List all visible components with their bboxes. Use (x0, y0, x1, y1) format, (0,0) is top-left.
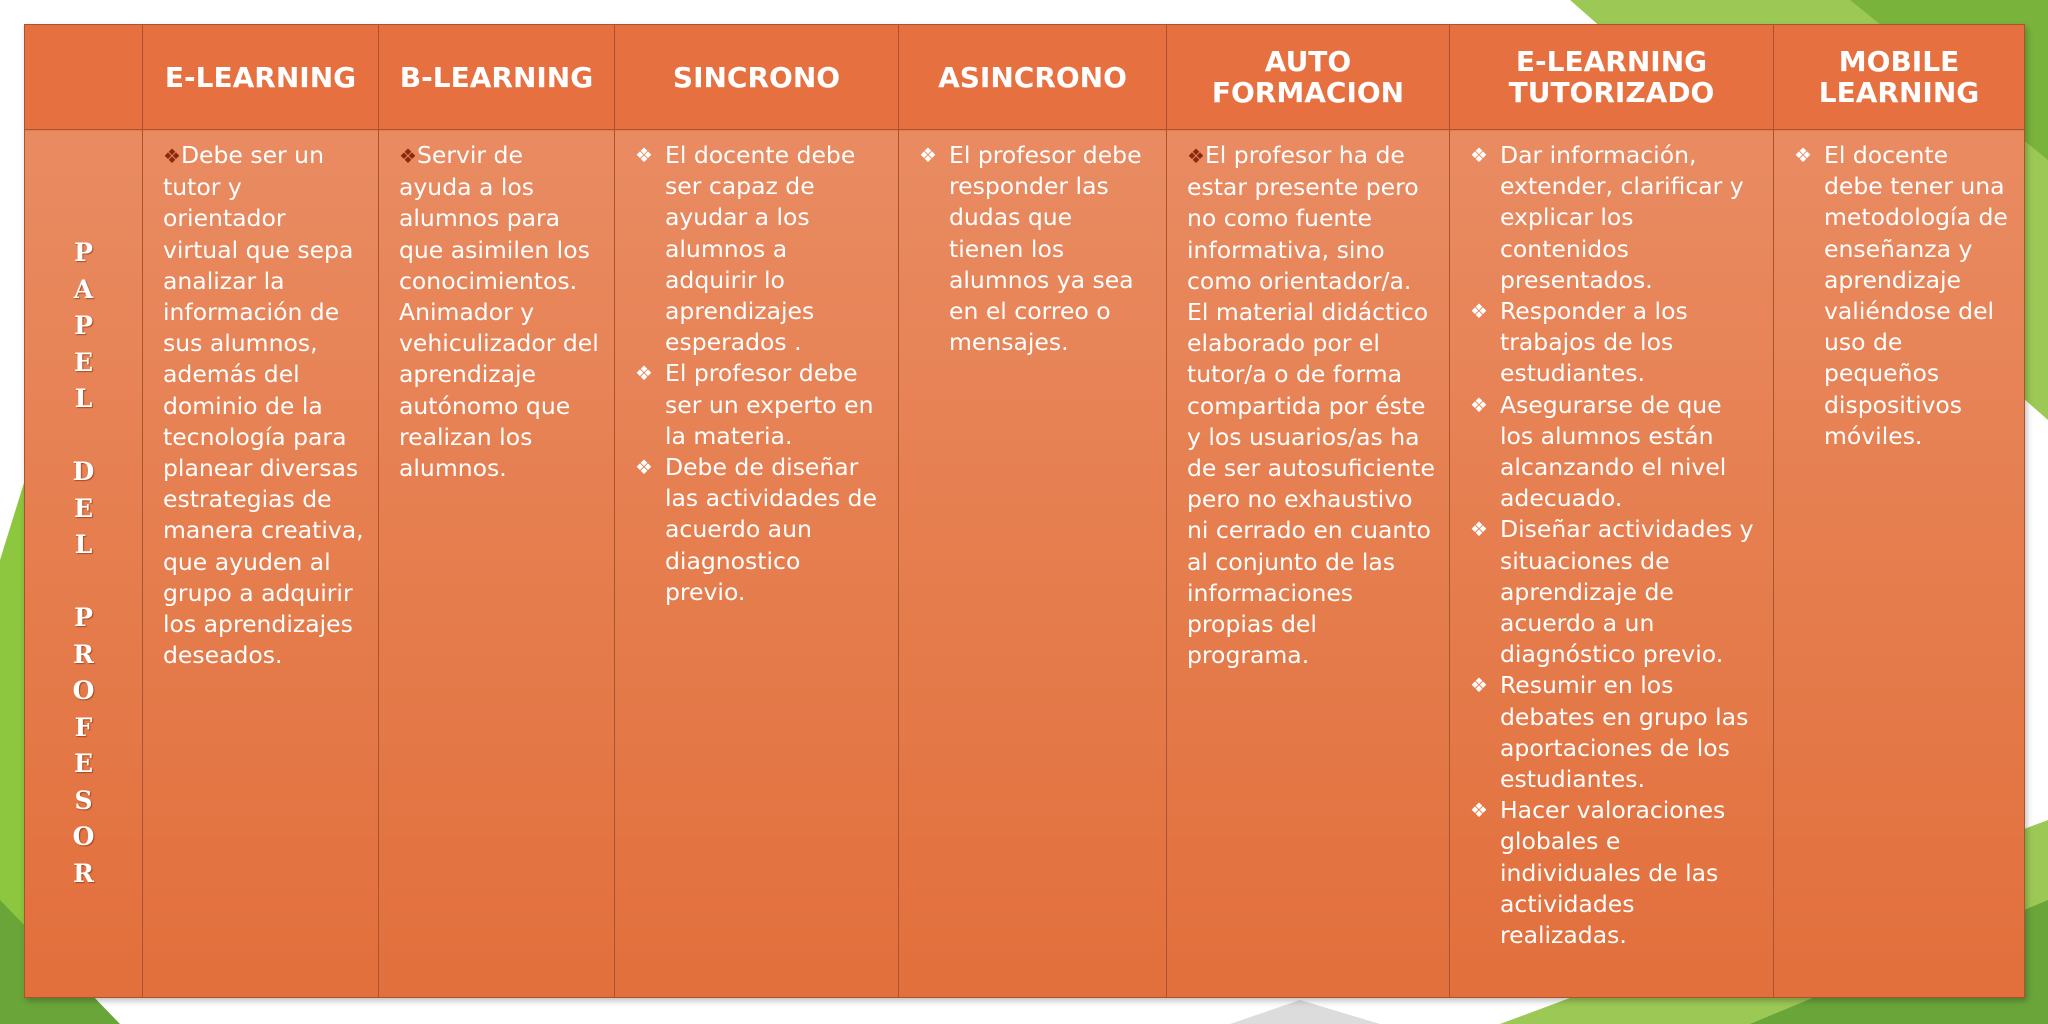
row-label-letter: P (74, 311, 93, 340)
bullet-item: ❖ El profesor debe responder las dudas que tienen los alumnos ya sea en el correo o mensajes. (919, 140, 1152, 358)
header-e-learning-tutorizado: E-LEARNING TUTORIZADO (1450, 25, 1774, 130)
bullet-item: ❖ El profesor debe ser un experto en la materia. (635, 358, 884, 452)
bullet-item: ❖ El docente debe tener una metodología de enseñanza y aprendizaje valiéndose del uso de pequeños dispositivos móviles. (1794, 140, 2010, 452)
row-label-letter: E (73, 347, 94, 377)
bullet-item: ❖ Dar información, extender, clarificar y explicar los contenidos presentados. (1470, 140, 1759, 296)
row-label-letter (25, 418, 142, 455)
row-label-letter: O (72, 676, 95, 705)
row-label-letter: A (73, 274, 94, 304)
cell-auto-formacion (1167, 130, 1450, 998)
header-row (25, 25, 2025, 130)
cell-mobile-learning (1774, 130, 2025, 998)
bullet-text: El profesor ha de estar presente pero no como fuente informativa, sino como orientador/a. El material didáctico elaborado por el tutor/a o de forma compartida por éste y los usuarios/as ha de ser autosuficiente pero no exhaustivo ni cerrado en cuanto al conjunto de las informaciones propias del programa. (1187, 141, 1435, 670)
cell-sincrono (615, 130, 899, 998)
cell-asincrono (899, 130, 1167, 998)
bullet-item: ❖ Debe de diseñar las actividades de acuerdo aun diagnostico previo. (635, 452, 884, 608)
row-label-letter: F (74, 712, 93, 742)
bullet-item (399, 140, 600, 484)
bullet-item: ❖ Resumir en los debates en grupo las aportaciones de los estudiantes. (1470, 670, 1759, 795)
row-label-letter: R (73, 639, 94, 669)
row-label-letter: R (73, 858, 94, 888)
row-label-letter: L (74, 530, 93, 559)
row-label-letter: D (72, 457, 95, 486)
row-label-letter: E (73, 493, 94, 523)
header-e-learning: E-LEARNING (143, 25, 379, 130)
header-mobile-learning: MOBILE LEARNING (1774, 25, 2025, 130)
bullet-item: ❖ El docente debe ser capaz de ayudar a los alumnos a adquirir lo aprendizajes esperados . (635, 140, 884, 358)
cell-e-learning-tutorizado (1450, 130, 1774, 998)
cell-b-learning (379, 130, 615, 998)
header-sincrono: SINCRONO (615, 25, 899, 130)
header-asincrono: ASINCRONO (899, 25, 1167, 130)
row-label-letter: S (74, 785, 93, 815)
bullet-item (163, 140, 364, 671)
row-label-letter (25, 564, 142, 601)
row-label-letter: P (74, 238, 93, 267)
bullet-item (1187, 140, 1435, 671)
header-corner (25, 25, 143, 130)
row-papel-del-profesor (25, 130, 2025, 998)
bullet-item: ❖ Asegurarse de que los alumnos están alcanzando el nivel adecuado. (1470, 390, 1759, 515)
bullet-text: Debe ser un tutor y orientador virtual que sepa analizar la información de sus alumnos, además del dominio de la tecnología para planear diversas estrategias de manera creativa, que ayuden al grupo a adquirir los aprendizajes deseados. (163, 141, 364, 670)
row-label-papel-del-profesor (25, 130, 143, 998)
cell-e-learning (143, 130, 379, 998)
comparison-table (24, 24, 2025, 998)
row-label-letter: E (73, 749, 94, 778)
header-auto-formacion: AUTO FORMACION (1167, 25, 1450, 130)
row-label-letter: L (74, 384, 93, 413)
bullet-item: ❖ Hacer valoraciones globales e individuales de las actividades realizadas. (1470, 795, 1759, 951)
bullet-text: Servir de ayuda a los alumnos para que asimilen los conocimientos. Animador y vehiculizador del aprendizaje autónomo que realizan los alumnos. (399, 141, 599, 483)
bullet-item: ❖ Responder a los trabajos de los estudiantes. (1470, 296, 1759, 390)
row-label-letter: O (72, 822, 95, 851)
header-b-learning: B-LEARNING (379, 25, 615, 130)
row-label-letter: P (74, 603, 93, 632)
bullet-item: ❖ Diseñar actividades y situaciones de aprendizaje de acuerdo a un diagnóstico previo. (1470, 514, 1759, 670)
